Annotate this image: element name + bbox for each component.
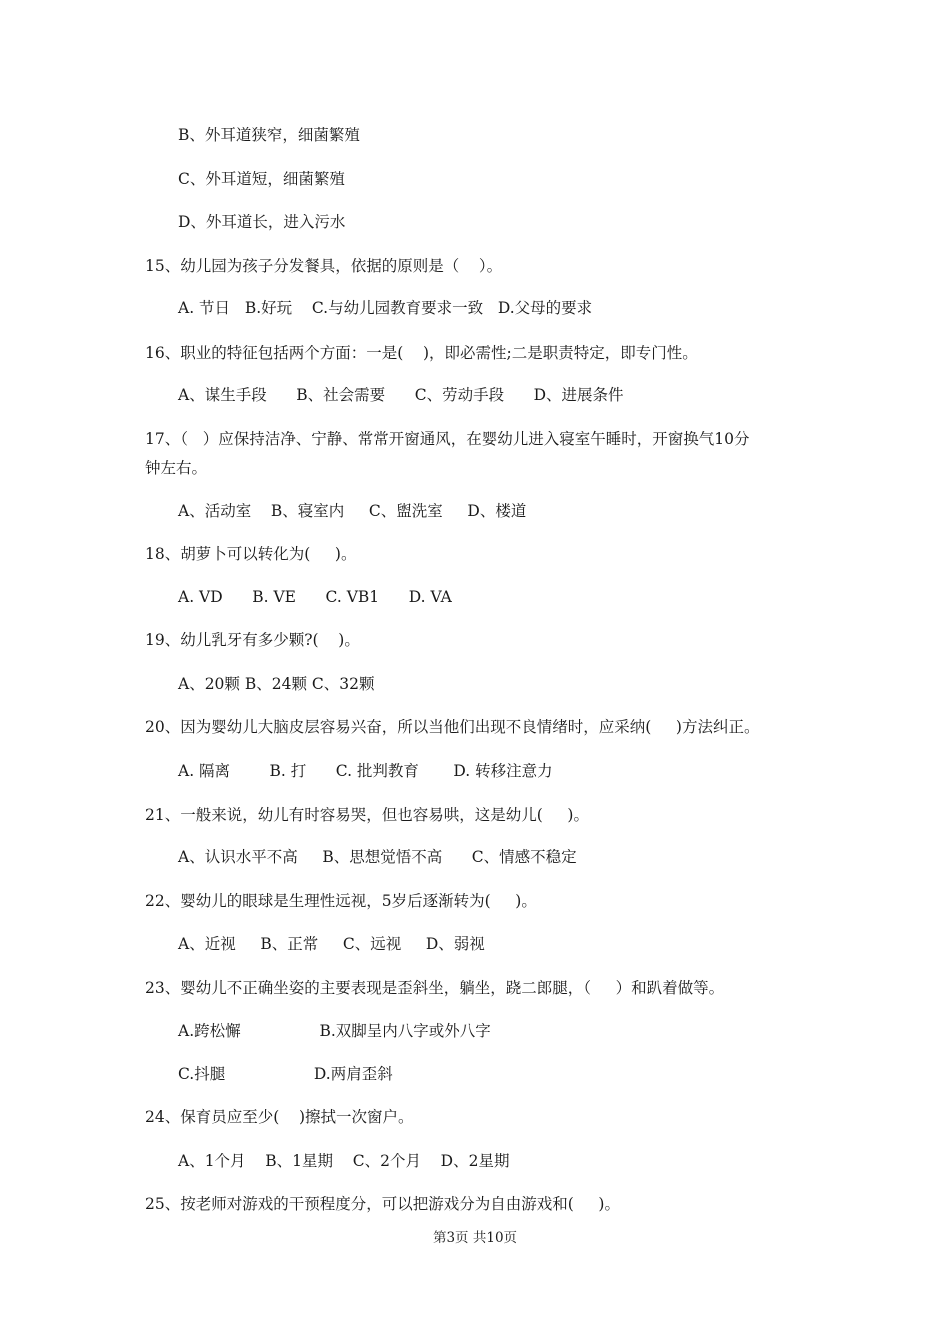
question-text: 17、（ ）应保持洁净、宁静、常常开窗通风，在婴幼儿进入寝室午睡时，开窗换气10分 (145, 430, 750, 448)
answer-options: C、外耳道短，细菌繁殖 (178, 170, 345, 188)
answer-options: A、1个月 B、1星期 C、2个月 D、2星期 (178, 1152, 510, 1170)
answer-options: A、20颗 B、24颗 C、32颗 (178, 675, 375, 693)
question-text: 23、婴幼儿不正确坐姿的主要表现是歪斜坐，躺坐，跷二郎腿，（ ）和趴着做等。 (145, 979, 725, 997)
question-text: 16、职业的特征包括两个方面：一是( )，即必需性;二是职责特定，即专门性。 (145, 344, 698, 362)
answer-options: A、谋生手段 B、社会需要 C、劳动手段 D、进展条件 (178, 386, 624, 404)
answer-options: A. 隔离 B. 打 C. 批判教育 D. 转移注意力 (178, 762, 553, 780)
answer-options: B、外耳道狭窄，细菌繁殖 (178, 126, 360, 144)
question-text: 18、胡萝卜可以转化为( )。 (145, 545, 357, 563)
question-text: 21、一般来说，幼儿有时容易哭，但也容易哄，这是幼儿( )。 (145, 806, 589, 824)
answer-options: A. VD B. VE C. VB1 D. VA (178, 588, 452, 606)
question-text: 15、幼儿园为孩子分发餐具，依据的原则是（ ）。 (145, 257, 503, 275)
answer-options: A、认识水平不高 B、思想觉悟不高 C、情感不稳定 (178, 848, 577, 866)
answer-options: A. 节日 B.好玩 C.与幼儿园教育要求一致 D.父母的要求 (178, 299, 593, 317)
answer-options: D、外耳道长，进入污水 (178, 213, 346, 231)
answer-options: A、活动室 B、寝室内 C、盥洗室 D、楼道 (178, 502, 527, 520)
question-text: 25、按老师对游戏的干预程度分，可以把游戏分为自由游戏和( )。 (145, 1195, 620, 1213)
page-footer: 第3页 共10页 (432, 1230, 518, 1246)
answer-options: A、近视 B、正常 C、远视 D、弱视 (178, 935, 485, 953)
question-text: 钟左右。 (145, 459, 208, 477)
question-text: 24、保育员应至少( )擦拭一次窗户。 (145, 1108, 414, 1126)
answer-options: C.抖腿 D.两肩歪斜 (178, 1065, 393, 1083)
answer-options: A.跨松懈 B.双脚呈内八字或外八字 (178, 1022, 491, 1040)
question-text: 20、因为婴幼儿大脑皮层容易兴奋，所以当他们出现不良情绪时，应采纳( )方法纠正。 (145, 718, 760, 736)
question-text: 22、婴幼儿的眼球是生理性远视，5岁后逐渐转为( )。 (145, 892, 537, 910)
question-text: 19、幼儿乳牙有多少颗?( )。 (145, 631, 360, 649)
